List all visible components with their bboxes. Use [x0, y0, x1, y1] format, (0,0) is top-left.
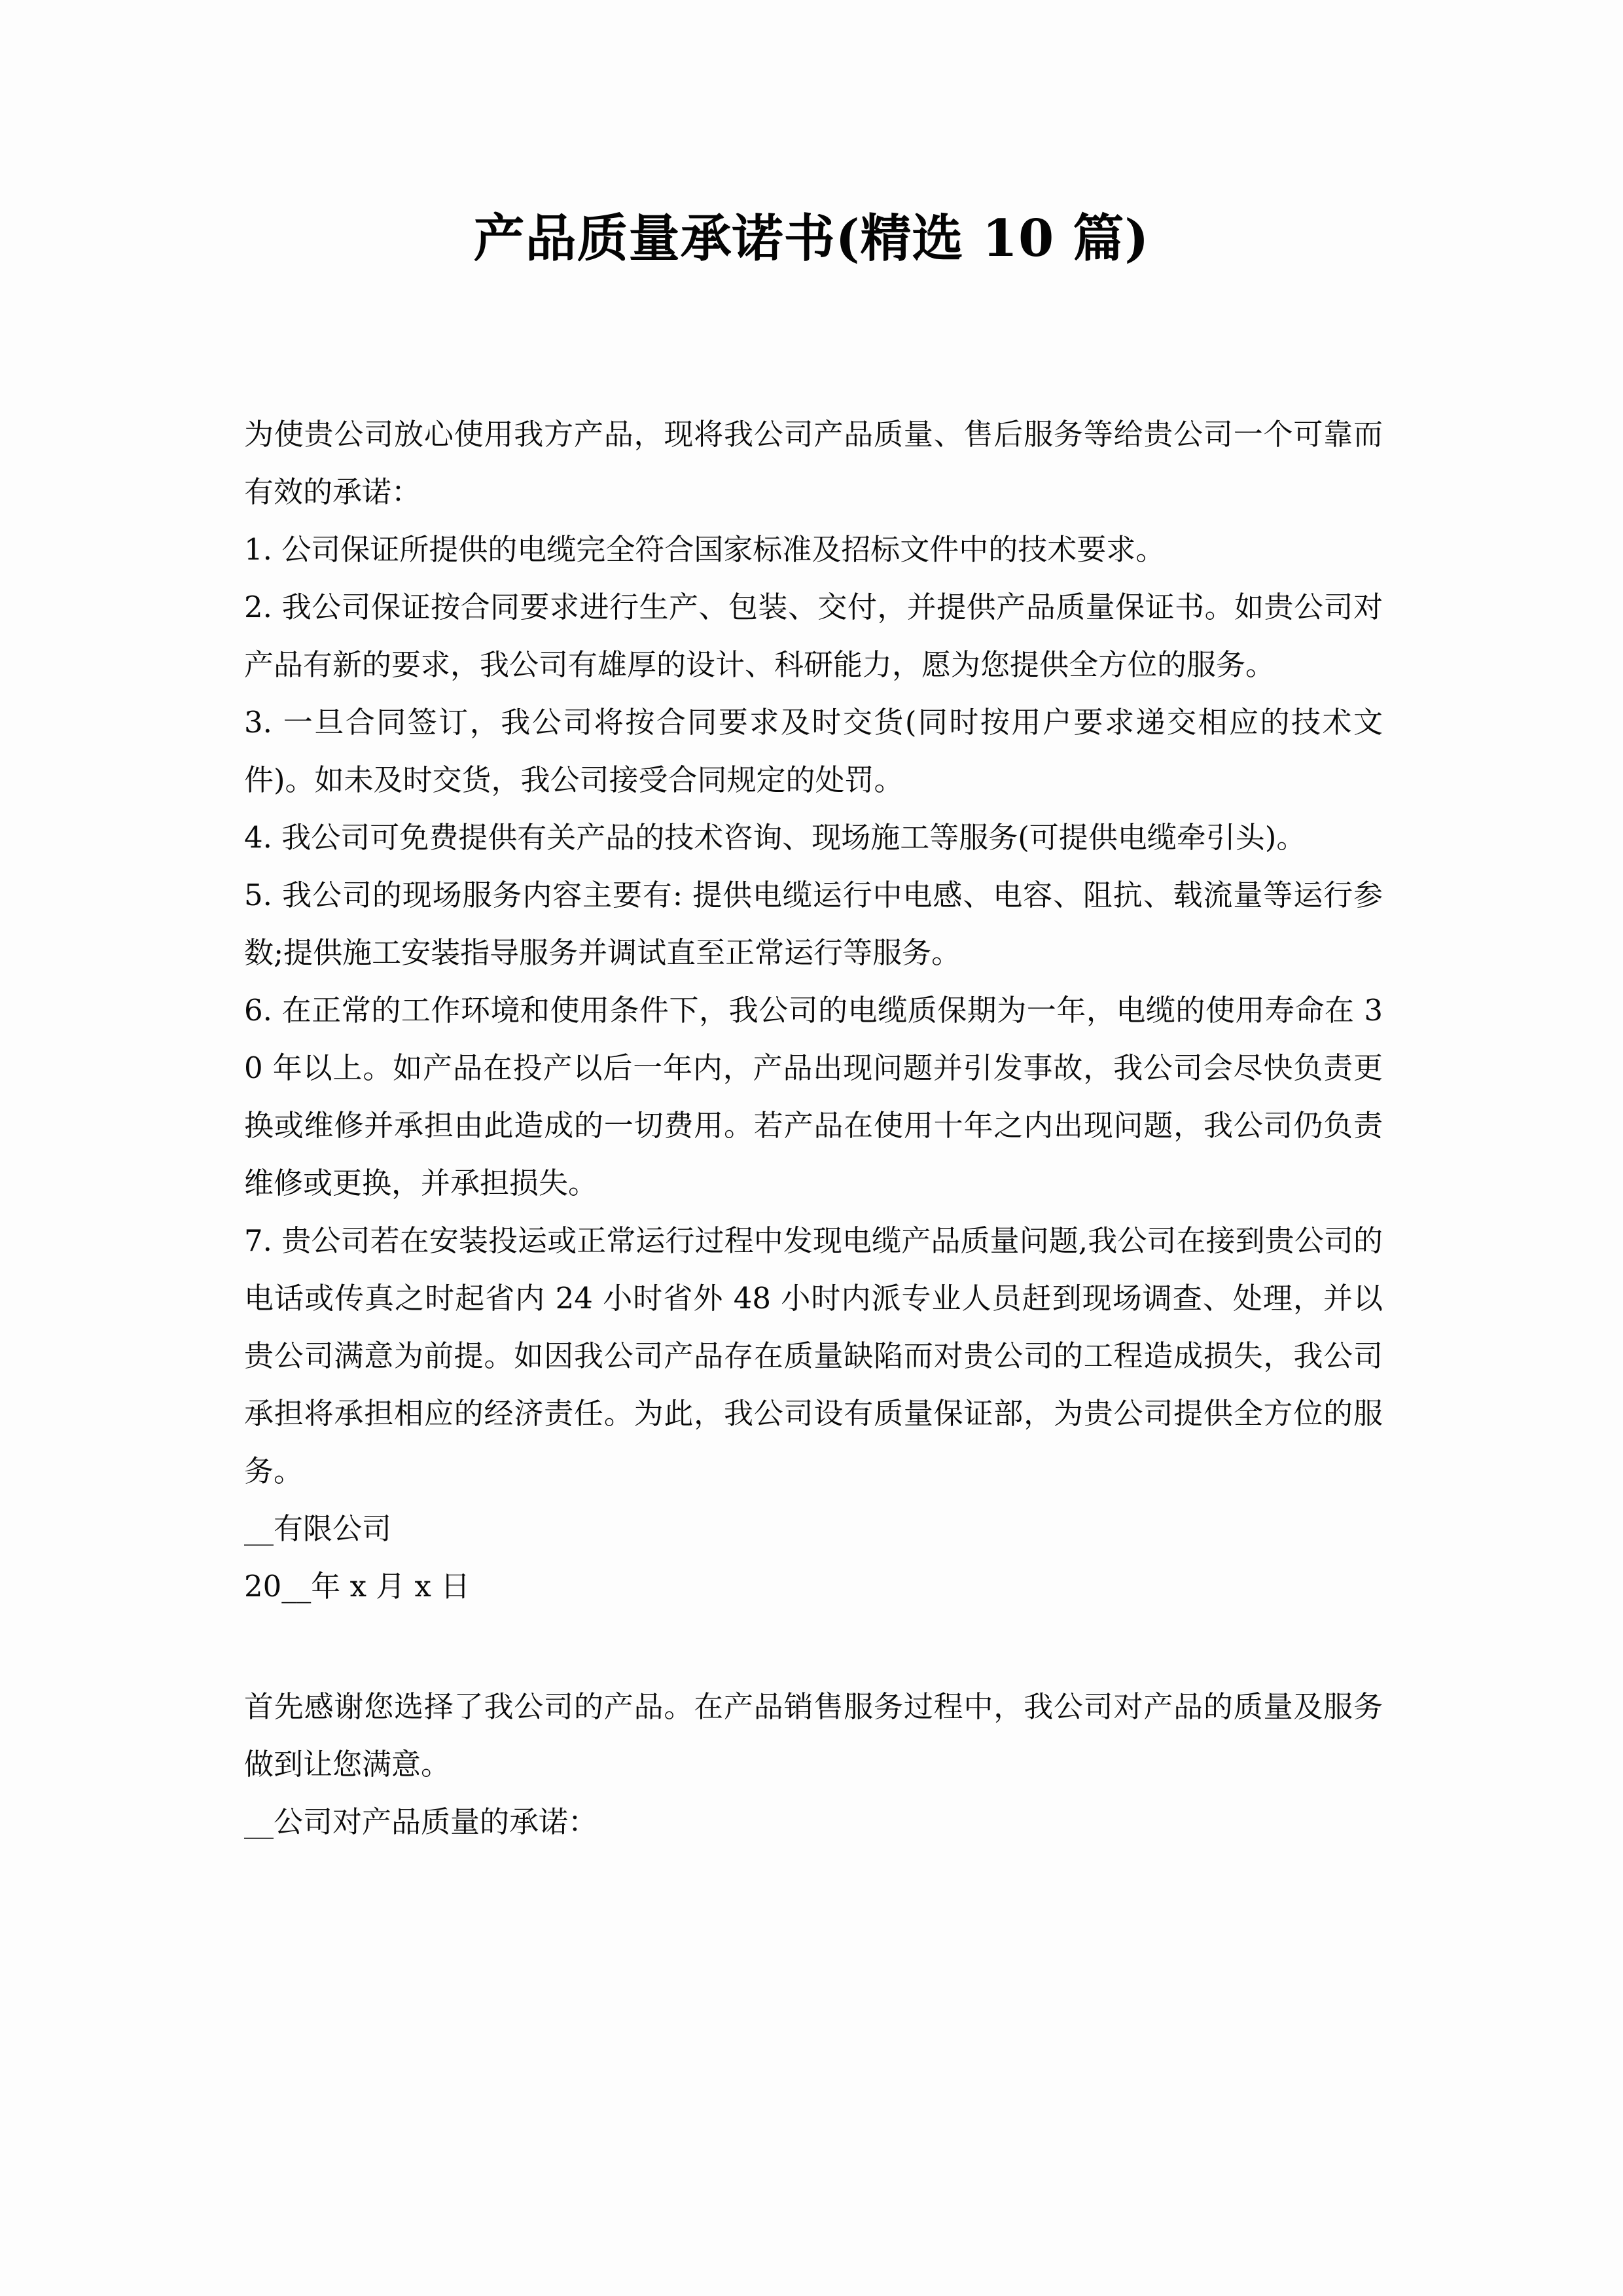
signature-date: 20__年 x 月 x 日	[244, 1569, 471, 1604]
intro-paragraph: 为使贵公司放心使用我方产品，现将我公司产品质量、售后服务等给贵公司一个可靠而有效的承诺：	[244, 417, 1383, 509]
second-section	[244, 1678, 1383, 1851]
commitment-item-6: 6. 在正常的工作环境和使用条件下，我公司的电缆质保期为一年，电缆的使用寿命在 30 年以上。如产品在投产以后一年内，产品出现问题并引发事故，我公司会尽快负责更换或维修并承担由此造成的一切费用。若产品在使用十年之内出现问题，我公司仍负责维修或更换，并承担损失。	[244, 993, 1383, 1200]
second-section-heading: __公司对产品质量的承诺：	[244, 1804, 598, 1839]
page-title: 产品质量承诺书(精选 10 篇)	[473, 209, 1150, 269]
commitment-item-2: 2. 我公司保证按合同要求进行生产、包装、交付，并提供产品质量保证书。如贵公司对产品有新的要求，我公司有雄厚的设计、科研能力，愿为您提供全方位的服务。	[244, 590, 1383, 682]
document-body	[244, 406, 1383, 1851]
commitment-item-3: 3. 一旦合同签订，我公司将按合同要求及时交货(同时按用户要求递交相应的技术文件)。如未及时交货，我公司接受合同规定的处罚。	[244, 705, 1383, 797]
section-spacer	[244, 1615, 1383, 1678]
commitment-item-5: 5. 我公司的现场服务内容主要有: 提供电缆运行中电感、电容、阻抗、载流量等运行参数;提供施工安装指导服务并调试直至正常运行等服务。	[244, 878, 1383, 970]
commitment-item-1: 1. 公司保证所提供的电缆完全符合国家标准及招标文件中的技术要求。	[244, 532, 1166, 567]
commitment-item-4: 4. 我公司可免费提供有关产品的技术咨询、现场施工等服务(可提供电缆牵引头)。	[244, 820, 1306, 855]
second-section-intro: 首先感谢您选择了我公司的产品。在产品销售服务过程中，我公司对产品的质量及服务做到让您满意。	[244, 1689, 1383, 1782]
commitment-item-7: 7. 贵公司若在安装投运或正常运行过程中发现电缆产品质量问题,我公司在接到贵公司的电话或传真之时起省内 24 小时省外 48 小时内派专业人员赶到现场调查、处理，并以贵公司满意为前提。如因我公司产品存在质量缺陷而对贵公司的工程造成损失，我公司承担将承担相应的经济责任。为此，我公司设有质量保证部，为贵公司提供全方位的服务。	[244, 1223, 1383, 1488]
signature-company: __有限公司	[244, 1511, 392, 1546]
